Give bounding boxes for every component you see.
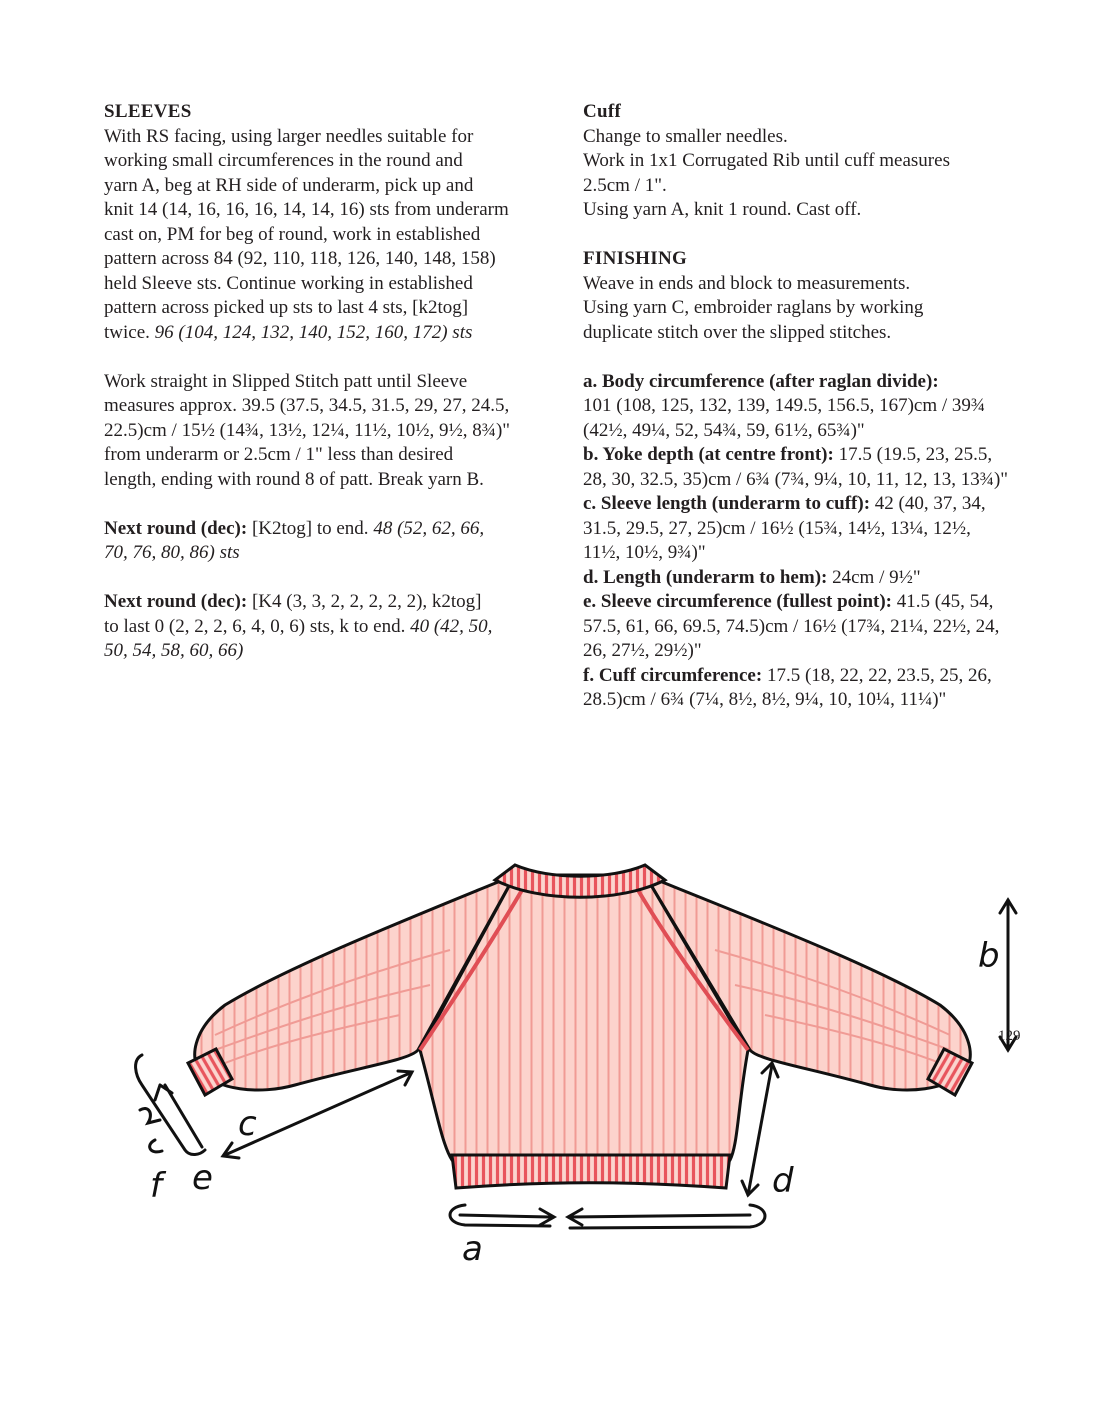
sleeves-line: working small circumferences in the round and <box>104 150 463 171</box>
cuff-line: Using yarn A, knit 1 round. Cast off. <box>583 199 862 220</box>
dec2-text: [K4 (3, 3, 2, 2, 2, 2, 2), k2tog] <box>247 591 482 612</box>
label-c: c <box>238 1104 257 1144</box>
dec2-line2-text: to last 0 (2, 2, 2, 6, 4, 0, 6) sts, k to end. <box>104 615 411 637</box>
straight-line: length, ending with round 8 of patt. Break yarn B. <box>104 468 484 490</box>
measurement-label: d. Length (underarm to hem): <box>583 566 828 588</box>
dec1-line <box>104 517 544 542</box>
measurement-line: 31.5, 29.5, 27, 25)cm / 16½ (15¾, 14½, 13¼, 12½, <box>583 517 971 539</box>
straight-line: 22.5)cm / 15½ (14¾, 13½, 12¼, 11½, 10½, 9½, 8¾)" <box>104 419 511 441</box>
measurement-value: 24cm / 9½" <box>827 566 921 588</box>
measurement-label: e. Sleeve circumference (fullest point): <box>583 591 893 612</box>
measurement-label: b. Yoke depth (at centre front): <box>583 444 834 465</box>
finishing-section <box>583 247 1043 345</box>
sleeves-line-last <box>104 321 544 346</box>
straight-line: measures approx. 39.5 (37.5, 34.5, 31.5, 29, 27, 24.5, <box>104 395 510 416</box>
dec2-line-2 <box>104 615 544 640</box>
dec2-line <box>104 590 544 615</box>
sleeves-heading: SLEEVES <box>104 101 192 122</box>
sweater-schematic <box>130 855 1030 1275</box>
cuff-heading: Cuff <box>583 101 622 122</box>
measurements-section <box>583 370 1043 713</box>
measurement-value: 17.5 (19.5, 23, 25.5, <box>833 444 993 465</box>
label-b: b <box>978 936 1000 976</box>
finishing-heading: FINISHING <box>583 248 688 269</box>
measurement-d <box>583 566 1043 591</box>
measurement-f <box>583 664 1043 689</box>
dec1-label: Next round (dec): <box>104 517 248 539</box>
label-e: e <box>192 1158 213 1198</box>
measurement-line: 101 (108, 125, 132, 139, 149.5, 156.5, 167)cm / 39¾ <box>583 395 986 416</box>
sleeves-section <box>104 100 544 345</box>
decrease-round-1 <box>104 517 544 566</box>
dec1-line-2 <box>104 541 544 566</box>
measurement-line: 28, 30, 32.5, 35)cm / 6¾ (7¾, 9¼, 10, 11, 12, 13, 13¾)" <box>583 468 1009 490</box>
sleeves-line: pattern across picked up sts to last 4 sts, [k2tog] <box>104 297 469 318</box>
sleeves-stitch-count: 96 (104, 124, 132, 140, 152, 160, 172) sts <box>154 321 473 343</box>
straight-line: from underarm or 2.5cm / 1" less than desired <box>104 444 454 465</box>
dec1-text: [K2tog] to end. <box>247 517 374 539</box>
page-number: 129 <box>998 1028 1021 1044</box>
measurement-c <box>583 492 1043 517</box>
dec1-count: 48 (52, 62, 66, <box>373 517 485 539</box>
sleeves-line: knit 14 (14, 16, 16, 16, 14, 14, 16) sts from underarm <box>104 199 509 220</box>
finishing-line: Using yarn C, embroider raglans by working <box>583 297 924 318</box>
finishing-line: duplicate stitch over the slipped stitches. <box>583 321 892 343</box>
dec2-count-cont: 50, 54, 58, 60, 66) <box>104 640 244 661</box>
cuff-line: Work in 1x1 Corrugated Rib until cuff measures <box>583 150 950 171</box>
cuff-section <box>583 100 1043 223</box>
measurement-value: 42 (40, 37, 34, <box>870 493 986 514</box>
measurement-line: 57.5, 61, 66, 69.5, 74.5)cm / 16½ (17¾, 21¼, 22½, 24, <box>583 615 1000 637</box>
measurement-line: 28.5)cm / 6¾ (7¼, 8½, 8½, 9¼, 10, 10¼, 11¼)" <box>583 689 947 710</box>
cuff-line: Change to smaller needles. <box>583 125 788 147</box>
cuff-line: 2.5cm / 1". <box>583 174 667 196</box>
hem-band <box>452 1155 730 1188</box>
measurement-b <box>583 443 1043 468</box>
sleeves-line: cast on, PM for beg of round, work in established <box>104 223 481 245</box>
sleeves-line: held Sleeve sts. Continue working in established <box>104 272 473 294</box>
finishing-line: Weave in ends and block to measurements. <box>583 272 911 294</box>
measurement-label: c. Sleeve length (underarm to cuff): <box>583 493 871 514</box>
right-column <box>583 100 1043 713</box>
sleeves-line: With RS facing, using larger needles suitable for <box>104 125 474 147</box>
measurement-e <box>583 590 1043 615</box>
measurement-line: 11½, 10½, 9¾)" <box>583 542 706 563</box>
measurement-value: 41.5 (45, 54, <box>892 591 994 612</box>
measurement-label: a. Body circumference (after raglan divide): <box>583 370 939 392</box>
measurement-line: (42½, 49¼, 52, 54¾, 59, 61½, 65¾)" <box>583 419 865 441</box>
dec1-count-cont: 70, 76, 80, 86) sts <box>104 542 240 563</box>
sleeves-line: yarn A, beg at RH side of underarm, pick up and <box>104 174 474 196</box>
dec2-count: 40 (42, 50, <box>410 615 493 637</box>
measurement-line: 26, 27½, 29½)" <box>583 640 702 661</box>
sleeves-last-text: twice. <box>104 321 155 343</box>
measurement-label: f. Cuff circumference: <box>583 664 763 686</box>
dec2-line-3 <box>104 639 544 664</box>
label-f: f <box>150 1166 162 1206</box>
dec2-label: Next round (dec): <box>104 591 248 612</box>
straight-line: Work straight in Slipped Stitch patt until Sleeve <box>104 370 468 392</box>
measurement-a-label <box>583 370 1043 395</box>
work-straight-section <box>104 370 544 493</box>
decrease-round-2 <box>104 590 544 664</box>
sleeves-line: pattern across 84 (92, 110, 118, 126, 140, 148, 158) <box>104 248 496 269</box>
label-a: a <box>462 1229 483 1269</box>
label-d: d <box>772 1161 794 1201</box>
measurement-value: 17.5 (18, 22, 22, 23.5, 25, 26, <box>762 664 992 686</box>
left-column <box>104 100 544 688</box>
